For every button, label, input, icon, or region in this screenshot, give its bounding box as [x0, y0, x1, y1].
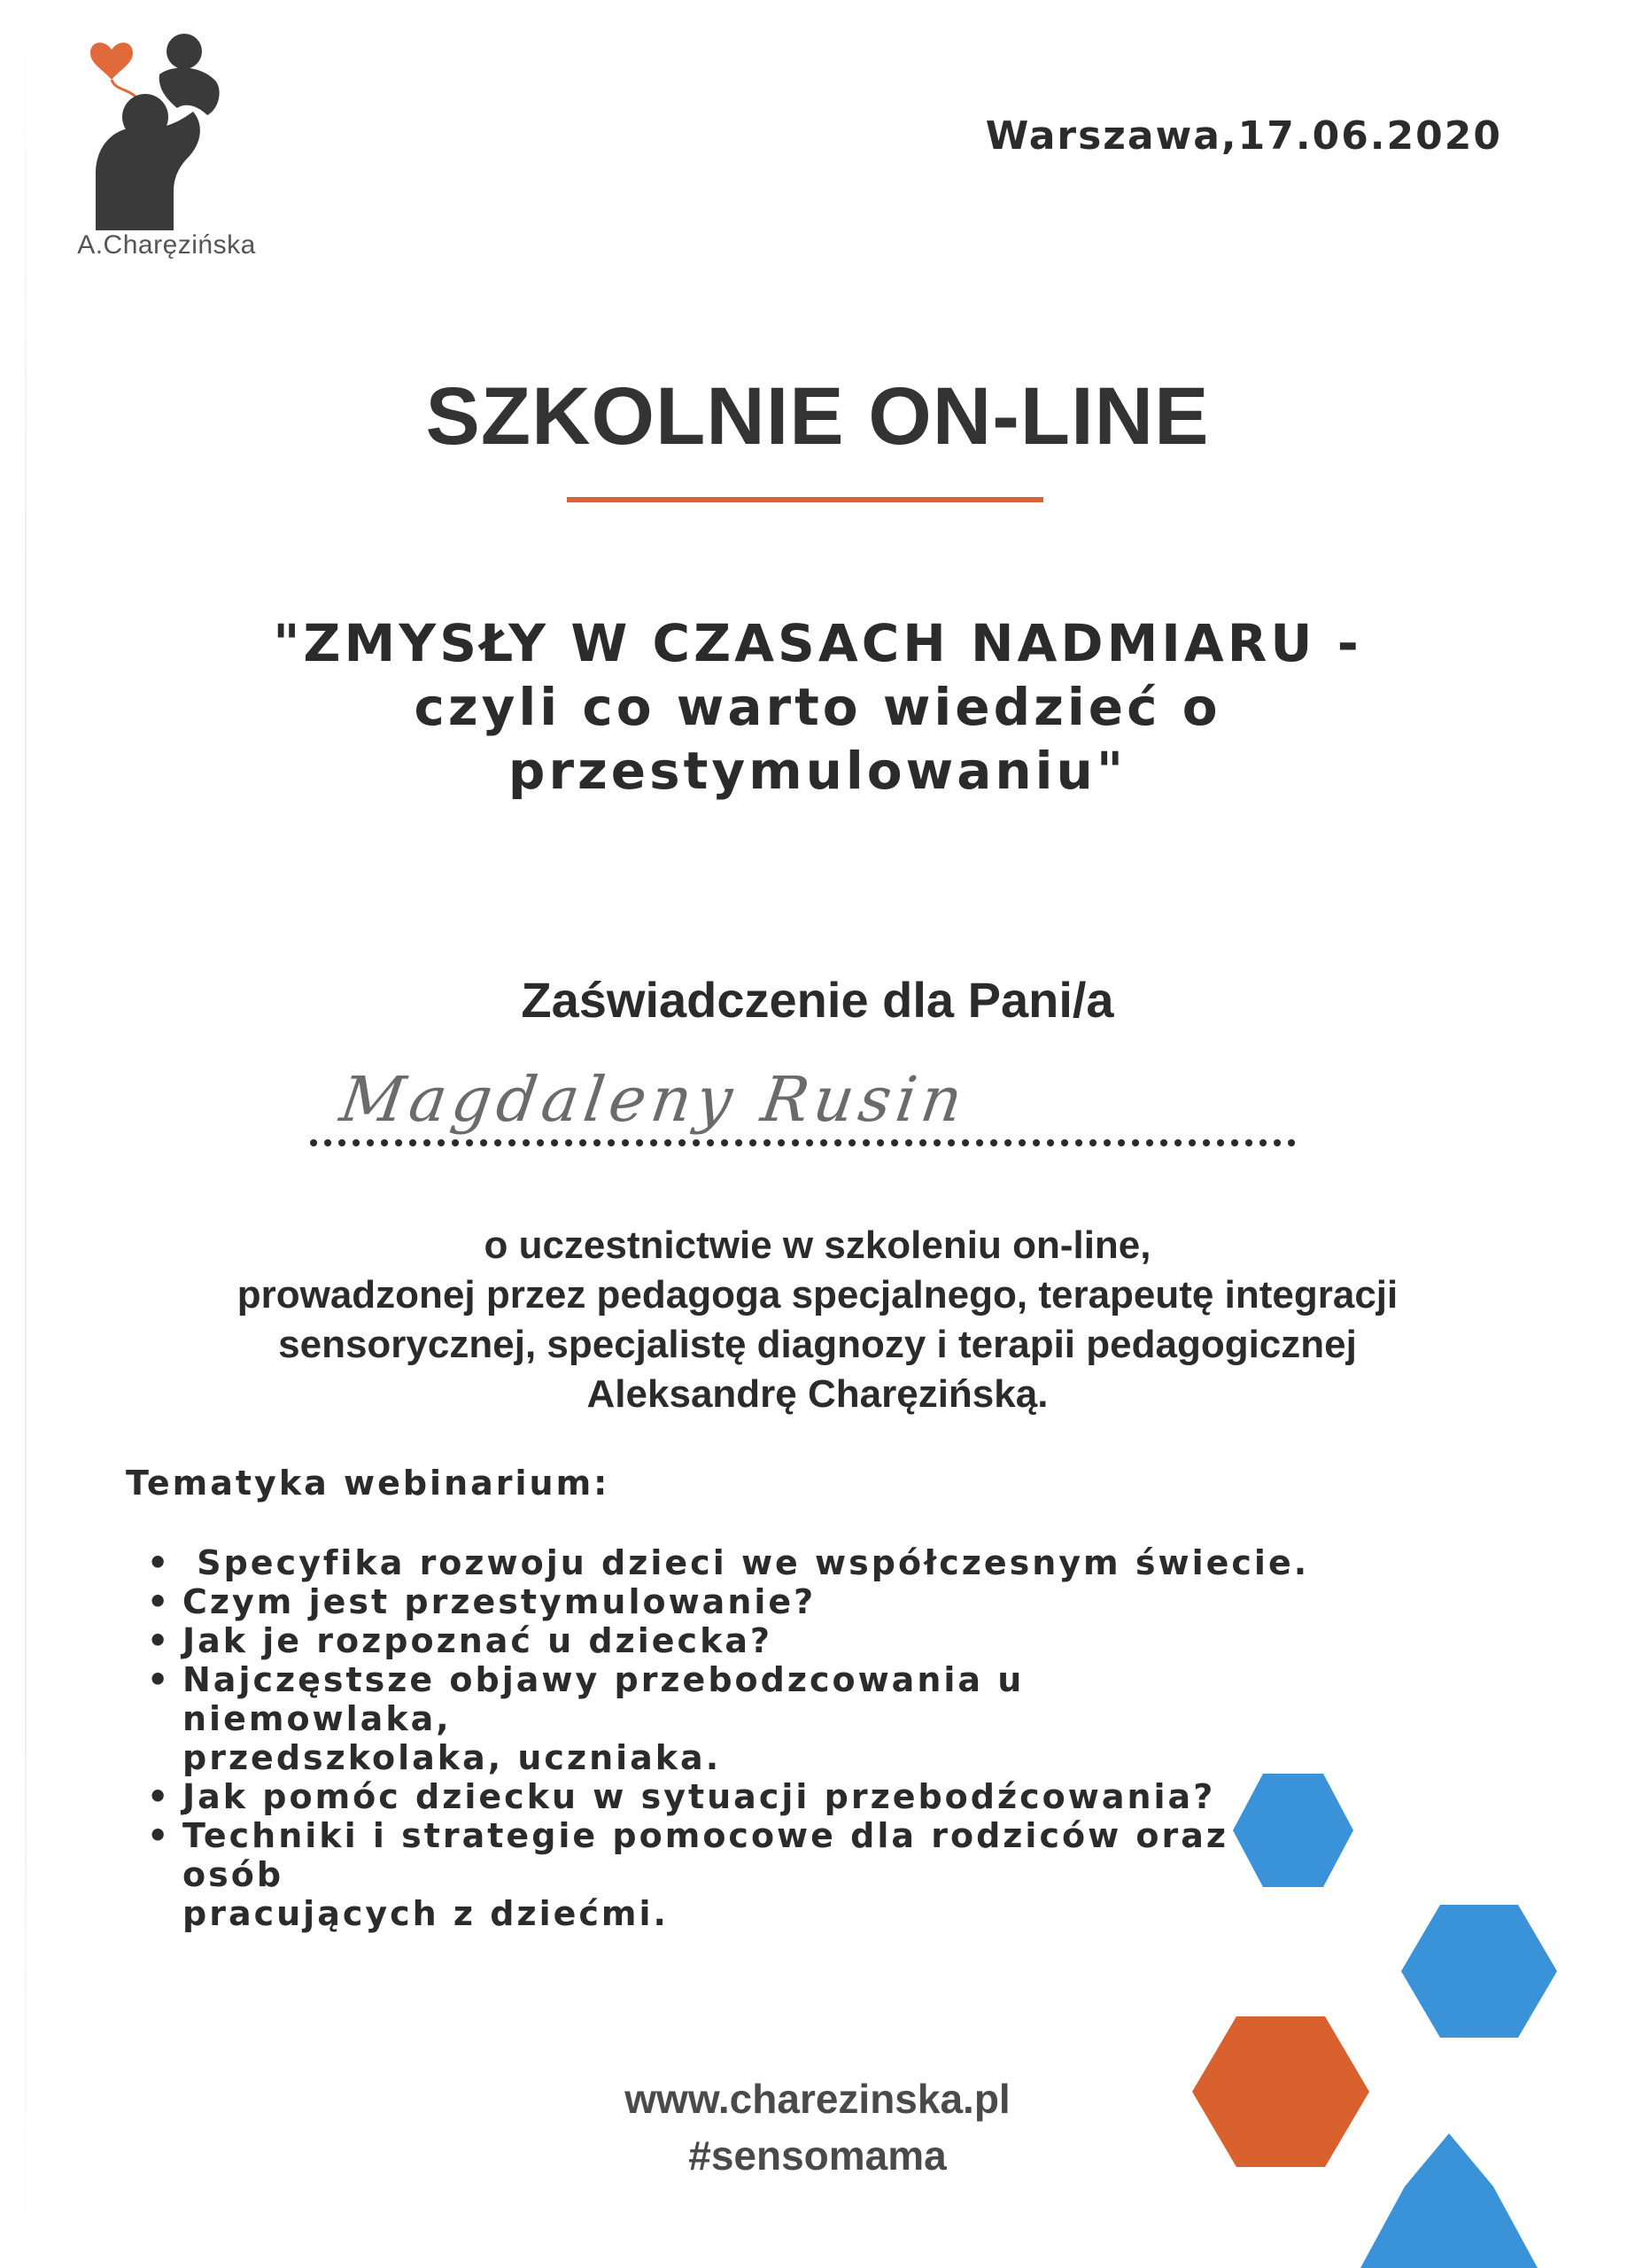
bullet-icon: • [147, 1543, 172, 1582]
bullet-icon: • [147, 1660, 172, 1699]
topic-text: Czym jest przestymulowanie? [182, 1582, 817, 1621]
bullet-icon: • [147, 1816, 172, 1855]
bullet-icon: • [147, 1777, 172, 1816]
list-item [142, 1621, 1293, 1660]
description-line: o uczestnictwie w szkoleniu on-line, [484, 1223, 1151, 1267]
list-item [142, 1582, 1293, 1621]
topic-text: Specyfika rozwoju dzieci we współczesnym świecie. [182, 1543, 1310, 1582]
topic-text: Jak pomóc dziecku w sytuacji przebodźcowania? [182, 1777, 1216, 1816]
list-item [142, 1660, 1293, 1777]
participation-description [133, 1221, 1502, 1419]
blue-hexagon-decoration [1401, 1905, 1557, 2038]
scan-fold-line [25, 0, 27, 2268]
topic-text: Jak je rozpoznać u dziecka? [182, 1621, 773, 1660]
list-item [142, 1777, 1293, 1816]
topics-list [142, 1543, 1310, 1933]
title-underline [567, 497, 1043, 502]
logo-caption: A.Charęzińska [77, 230, 256, 260]
topic-text: Techniki i strategie pomocowe dla rodziców oraz osób [182, 1816, 1229, 1894]
webinar-title-line: przestymulowaniu" [508, 741, 1127, 801]
description-line: Aleksandrę Charęzińską. [586, 1372, 1049, 1416]
hashtag: #sensomama [688, 2132, 947, 2179]
certificate-label: Zaświadczenie dla Pani/a [521, 972, 1114, 1028]
webinar-title-line: czyli co warto wiedzieć o [414, 677, 1221, 737]
list-item [142, 1543, 1310, 1582]
bullet-icon: • [147, 1582, 172, 1621]
blue-hexagon-decoration [1233, 1774, 1353, 1887]
topic-text-continued: pracujących z dziećmi. [182, 1894, 669, 1933]
webinar-title-line: "ZMYSŁY W CZASACH NADMIARU - [273, 613, 1362, 673]
bullet-icon: • [147, 1621, 172, 1660]
topic-text-continued: przedszkolaka, uczniaka. [182, 1738, 722, 1777]
recipient-dotted-line [310, 1136, 1302, 1150]
website-link[interactable]: www.charezinska.pl [624, 2076, 1011, 2122]
heart-icon [90, 43, 133, 80]
list-item [142, 1816, 1293, 1933]
recipient-handwritten-name: Magdaleny Rusin [336, 1063, 972, 1136]
webinar-title [177, 611, 1458, 803]
description-line: prowadzonej przez pedagoga specjalnego, terapeutę integracji [236, 1273, 1399, 1317]
page-title: SZKOLNIE ON-LINE [425, 371, 1210, 462]
logo-figure-icon [60, 18, 273, 230]
description-line: sensorycznej, specjalistę diagnozy i terapii pedagogicznej [278, 1323, 1357, 1366]
topic-text: Najczęstsze objawy przebodzcowania u niemowlaka, [182, 1660, 1025, 1738]
topics-heading: Tematyka webinarium: [126, 1464, 610, 1503]
logo [60, 18, 273, 266]
document-date: Warszawa,17.06.2020 [985, 113, 1502, 159]
